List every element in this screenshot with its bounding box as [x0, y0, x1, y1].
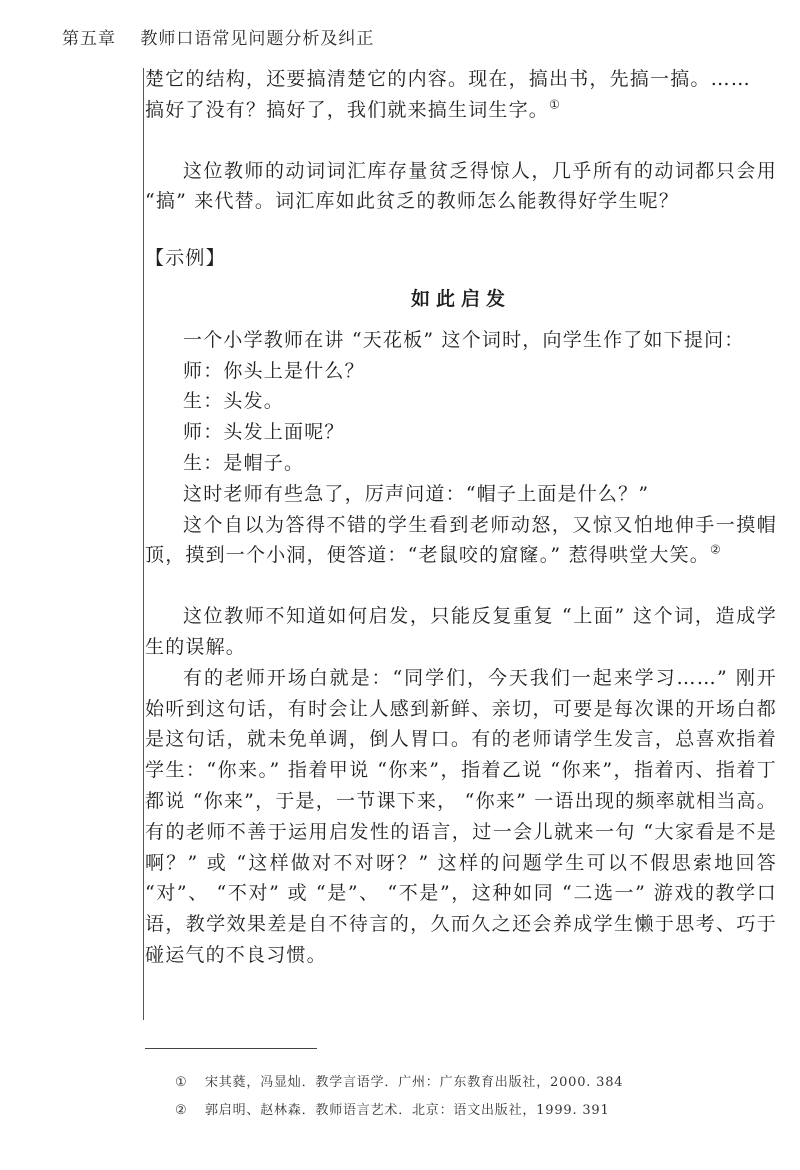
- paragraph-1-line-1: 楚它的结构，还要搞清楚它的内容。现在，搞出书，先搞一搞。……: [145, 68, 752, 90]
- footnote-ref-2[interactable]: ②: [709, 543, 721, 558]
- example-title: 如此启发: [410, 287, 511, 310]
- footnote-ref-1[interactable]: ①: [549, 97, 560, 112]
- running-header: [62, 24, 374, 49]
- chapter-title: 教师口语常见问题分析及纠正: [140, 29, 375, 49]
- section-label: 【示例】: [145, 247, 226, 270]
- paragraph-2: 这位教师的动词词汇库存量贫乏得惊人，几乎所有的动词都只会用 “搞” 来代替。词汇库如此贫乏的教师怎么能教得好学生呢？: [145, 159, 777, 213]
- footnote-number: ①: [175, 1075, 188, 1090]
- paragraph-3: 这位教师不知道如何启发，只能反复重复 “上面” 这个词，造成学生的误解。: [145, 605, 777, 658]
- example-paragraph-3: [145, 510, 777, 572]
- example-paragraph-2: 这时老师有些急了，厉声问道：“帽子上面是什么？”: [183, 482, 650, 505]
- dialog-line: 生：头发。: [183, 390, 285, 413]
- dialog-line: 师：头发上面呢？: [183, 421, 345, 444]
- example-paragraph-3-text: 这个自以为答得不错的学生看到老师动怒，又惊又怕地伸手一摸帽顶，摸到一个小洞，便答道：“老鼠咬的窟窿。” 惹得哄堂大笑。: [145, 513, 777, 567]
- footnote-number: ②: [175, 1103, 188, 1118]
- footnote-text: 宋其蕤，冯显灿．教学言语学．广州：广东教育出版社，2000. 384: [205, 1075, 624, 1090]
- margin-rule: [143, 68, 144, 1020]
- paragraph-1-line-2: [145, 95, 777, 126]
- footnote-1: [175, 1069, 623, 1097]
- chapter-number: 第五章: [62, 29, 116, 49]
- dialog-line: 生：是帽子。: [183, 451, 305, 474]
- paragraph-4: 有的老师开场白就是：“同学们，今天我们一起来学习……” 刚开始听到这句话，有时会让人感到新鲜、亲切，可要是每次课的开场白都是这句话，就未免单调，倒人胃口。有的老师请学生发言，总喜欢指着学生：“你来。” 指着甲说 “你来”，指着乙说 “你来”，指着丙、指着丁都说 “你来”，于是，一节课下来， “你来” 一语出现的频率就相当高。有的老师不善于运用启发性的语言，过一会儿就来一句 “大家看是不是啊？” 或 “这样做对不对呀？” 这样的问题学生可以不假思索地回答 “对”、 “不对” 或 “是”、 “不是”，这种如同 “二选一” 游戏的教学口语，教学效果差是自不待言的，久而久之还会养成学生懒于思考、巧于碰运气的不良习惯。: [145, 666, 777, 966]
- footnotes: [175, 1069, 623, 1125]
- footnote-rule: [145, 1048, 317, 1049]
- body-text: [145, 64, 777, 971]
- example-intro: 一个小学教师在讲 “天花板” 这个词时，向学生作了如下提问：: [183, 328, 745, 351]
- footnote-2: [175, 1097, 623, 1125]
- paragraph-1-line-2-text: 搞好了没有？搞好了，我们就来搞生词生字。: [145, 98, 550, 121]
- dialog-line: 师：你头上是什么？: [183, 359, 365, 382]
- footnote-text: 郭启明、赵林森．教师语言艺术．北京：语文出版社，1999. 391: [205, 1103, 610, 1118]
